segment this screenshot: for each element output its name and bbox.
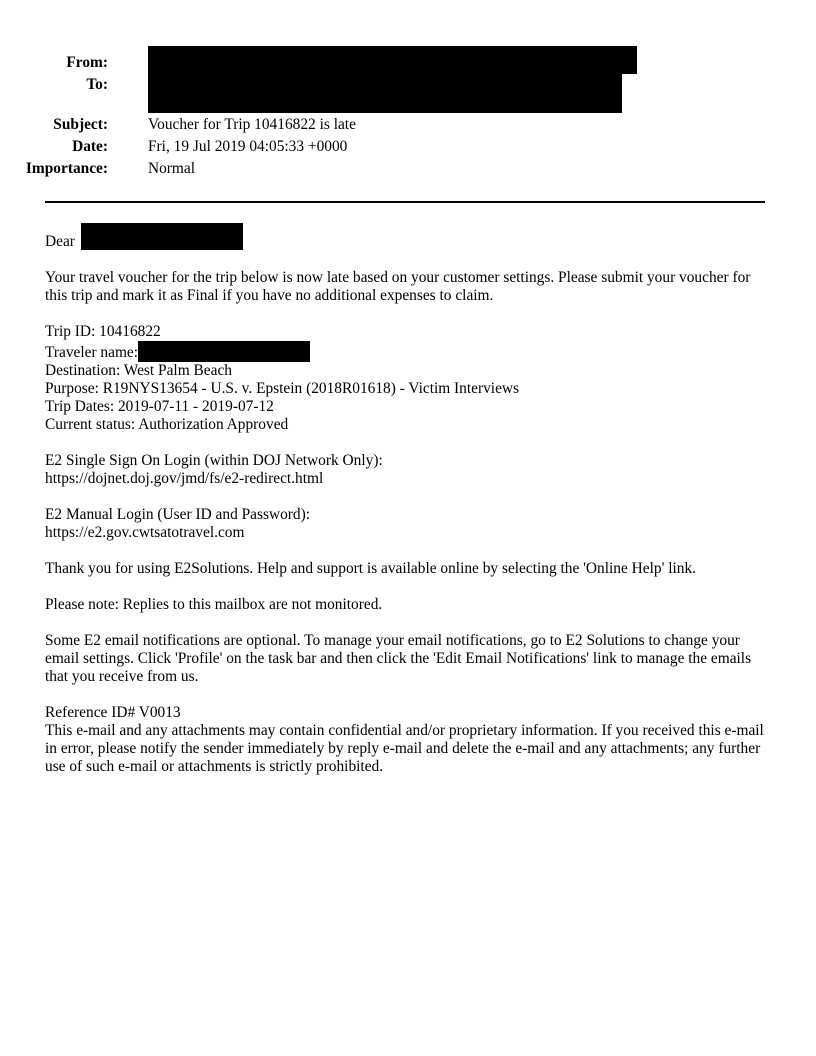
intro-paragraph: Your travel voucher for the trip below is now late based on your customer settings. Please submit your voucher for this trip and mark it as Final if you have no additional expenses to claim. xyxy=(45,269,751,304)
header-divider xyxy=(45,201,765,203)
importance-row xyxy=(0,158,780,180)
to-redaction xyxy=(148,74,622,113)
manual-login-block xyxy=(45,506,775,542)
traveler-redaction xyxy=(138,341,310,362)
trip-id: Trip ID: 10416822 xyxy=(45,323,161,340)
manual-login-link[interactable]: https://e2.gov.cwtsatotravel.com xyxy=(45,524,245,541)
optional-notifications-paragraph: Some E2 email notifications are optional. To manage your email notifications, go to E2 Solutions to change your email settings. Click 'Profile' on the task bar and then click the 'Edit Email Notifications' link to manage the emails that you receive from us. xyxy=(45,632,752,685)
traveler-name-line xyxy=(45,341,775,362)
note-paragraph: Please note: Replies to this mailbox are not monitored. xyxy=(45,596,383,613)
manual-login-label: E2 Manual Login (User ID and Password): xyxy=(45,506,311,523)
to-label: To: xyxy=(86,76,108,93)
trip-details xyxy=(45,323,775,434)
sso-link[interactable]: https://dojnet.doj.gov/jmd/fs/e2-redirect.html xyxy=(45,470,324,487)
importance-label: Importance: xyxy=(25,160,108,177)
from-redaction xyxy=(148,46,637,74)
date-value: Fri, 19 Jul 2019 04:05:33 +0000 xyxy=(148,138,348,155)
greeting-paragraph xyxy=(45,223,775,251)
subject-label: Subject: xyxy=(53,116,108,133)
date-row xyxy=(0,136,780,158)
date-label: Date: xyxy=(72,138,108,155)
trip-dates: Trip Dates: 2019-07-11 - 2019-07-12 xyxy=(45,398,274,415)
thanks-paragraph: Thank you for using E2Solutions. Help and support is available online by selecting the 'Online Help' link. xyxy=(45,560,696,577)
email-body xyxy=(45,223,775,794)
destination: Destination: West Palm Beach xyxy=(45,362,232,379)
recipient-redaction xyxy=(81,223,243,250)
traveler-label: Traveler name: xyxy=(45,344,139,361)
reference-block xyxy=(45,704,775,776)
current-status: Current status: Authorization Approved xyxy=(45,416,289,433)
disclaimer: This e-mail and any attachments may contain confidential and/or proprietary information. If you received this e-mail in error, please notify the sender immediately by reply e-mail and delete the e-mail and any attachments; any further use of such e-mail or attachments is strictly prohibited. xyxy=(45,722,764,775)
purpose: Purpose: R19NYS13654 - U.S. v. Epstein (2018R01618) - Victim Interviews xyxy=(45,380,520,397)
importance-value: Normal xyxy=(148,160,196,177)
subject-row xyxy=(0,114,780,136)
subject-value: Voucher for Trip 10416822 is late xyxy=(148,116,356,133)
reference-id: Reference ID# V0013 xyxy=(45,704,181,721)
sso-block xyxy=(45,452,775,488)
from-label: From: xyxy=(66,54,108,71)
sso-label: E2 Single Sign On Login (within DOJ Network Only): xyxy=(45,452,383,469)
greeting: Dear xyxy=(45,233,75,250)
